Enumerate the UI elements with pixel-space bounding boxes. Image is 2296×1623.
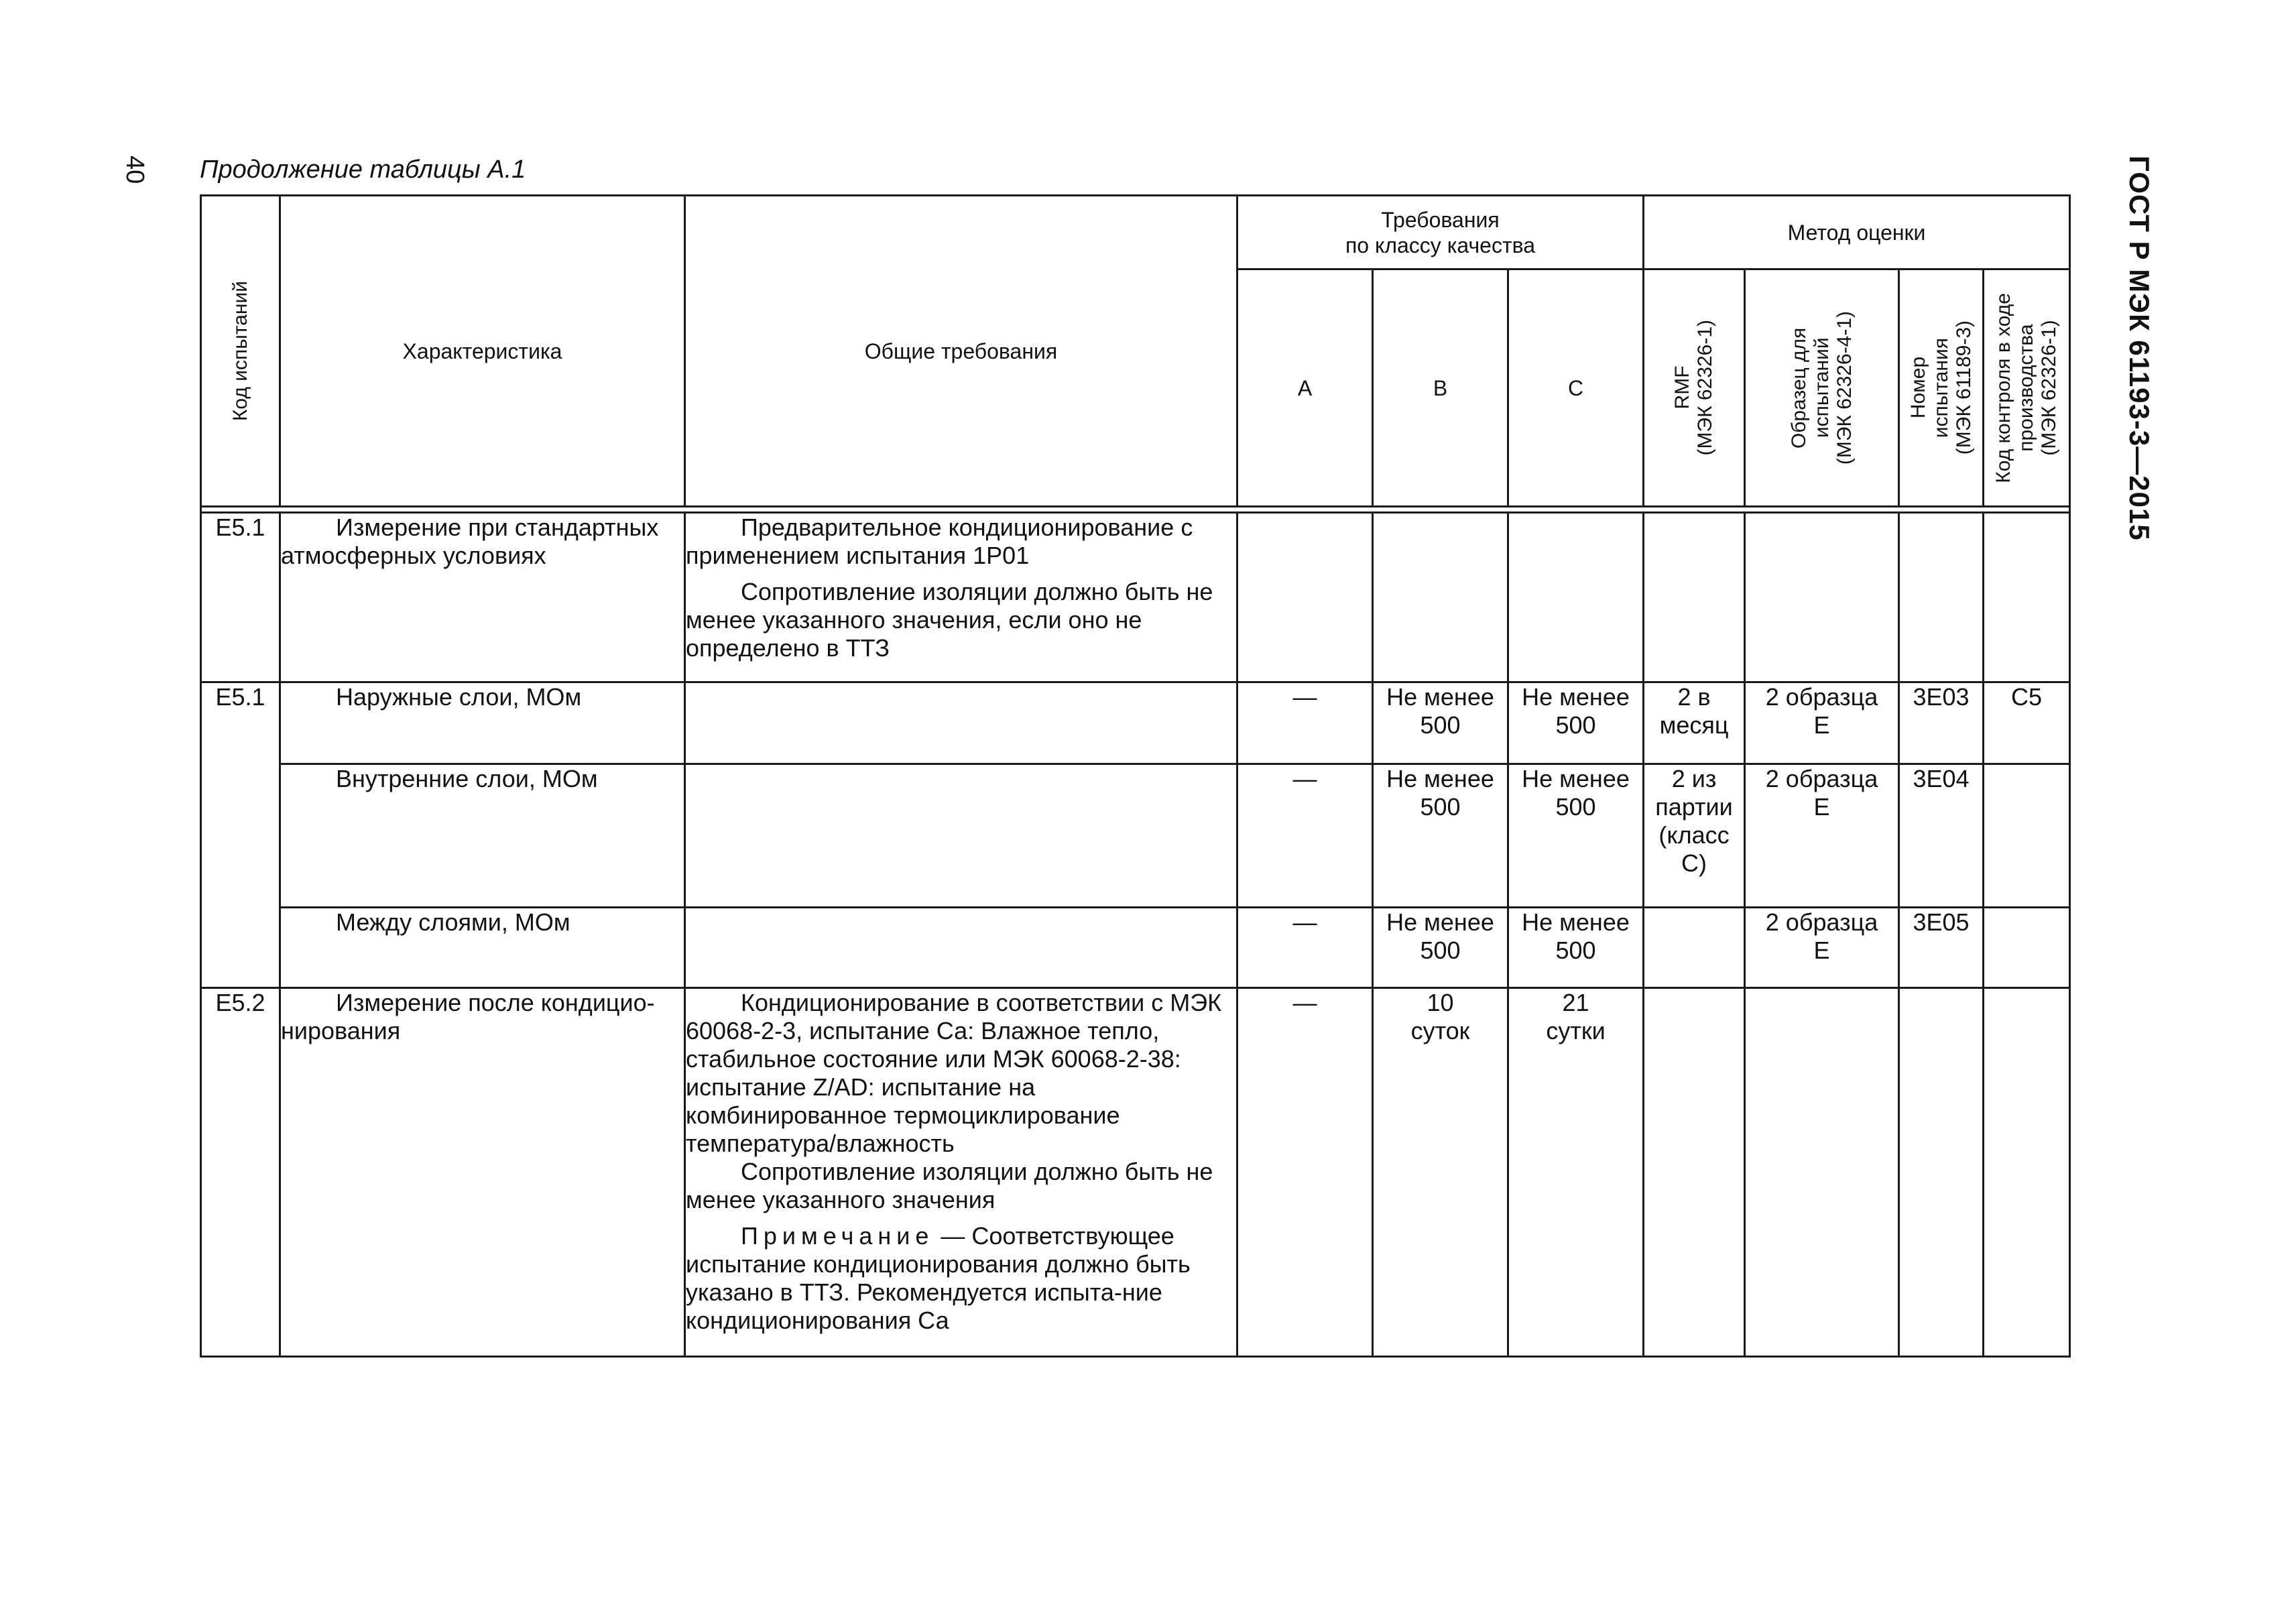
- header-quality-requirements: Требования по классу качества: [1237, 196, 1644, 269]
- note: Примечание — Соответствующее испытание кондиционирования должно быть указано в ТТЗ. Рекомендуется испыта-ние кондиционирования Са: [686, 1222, 1191, 1334]
- test-number: 3Е04: [1899, 764, 1984, 908]
- class-c-value: Не менее 500: [1508, 764, 1644, 908]
- header-rmf: RMF (МЭК 62326-1): [1644, 269, 1745, 507]
- class-a-value: —: [1237, 682, 1373, 764]
- sample-value: 2 образца Е: [1745, 682, 1899, 764]
- test-number: 3Е05: [1899, 908, 1984, 988]
- class-a-value: —: [1237, 764, 1373, 908]
- table-row: [201, 988, 2070, 1357]
- requirements-table: [200, 194, 2071, 1358]
- sample-value: 2 образца Е: [1745, 764, 1899, 908]
- characteristic: Между слоями, МОм: [280, 908, 685, 988]
- class-a-value: —: [1237, 908, 1373, 988]
- page-number: 40: [121, 156, 149, 184]
- class-c-value: 21 сутки: [1508, 988, 1644, 1357]
- characteristic: Измерение после кондицио- нирования: [280, 988, 685, 1357]
- header-class-b: В: [1373, 269, 1508, 507]
- class-a-value: —: [1237, 988, 1373, 1357]
- characteristic: Измерение при стандартных атмосферных условиях: [280, 513, 685, 682]
- general-requirements: Предварительное кондиционирование с применением испытания 1Р01 Сопротивление изоляции должно быть не менее указанного значения, если оно не определено в ТТЗ: [685, 513, 1237, 682]
- table-row: [201, 908, 2070, 988]
- class-b-value: Не менее 500: [1373, 908, 1508, 988]
- table-row: [201, 513, 2070, 682]
- table-caption: Продолжение таблицы А.1: [200, 156, 526, 184]
- header-class-c: С: [1508, 269, 1644, 507]
- class-c-value: Не менее 500: [1508, 682, 1644, 764]
- header-process-code: Код контроля в ходе производства (МЭК 62326-1): [1984, 269, 2070, 507]
- class-b-value: Не менее 500: [1373, 682, 1508, 764]
- header-characteristic: Характеристика: [280, 196, 685, 507]
- characteristic: Внутренние слои, МОм: [280, 764, 685, 908]
- class-c-value: Не менее 500: [1508, 908, 1644, 988]
- header-test-number: Номер испытания (МЭК 61189-3): [1899, 269, 1984, 507]
- test-code: Е5.1: [201, 513, 280, 682]
- process-code: С5: [1984, 682, 2070, 764]
- test-number: 3Е03: [1899, 682, 1984, 764]
- general-requirements: Кондиционирование в соответствии с МЭК 60068-2-3, испытание Са: Влажное тепло, стабильное состояние или МЭК 60068-2-38: испытание Z/AD: испытание на комбинированное термоциклирование температура/влажность Сопротивление изоляции должно быть не менее указанного значения Примечание — Соответствующее испытание кондиционирования должно быть указано в ТТЗ. Рекомендуется испыта-ние кондиционирования Са: [685, 988, 1237, 1357]
- header-sample: Образец для испытаний (МЭК 62326-4-1): [1745, 269, 1899, 507]
- header-evaluation-method: Метод оценки: [1644, 196, 2070, 269]
- rmf-value: 2 в месяц: [1644, 682, 1745, 764]
- class-b-value: 10 суток: [1373, 988, 1508, 1357]
- header-class-a: А: [1237, 269, 1373, 507]
- test-code: Е5.1: [201, 682, 280, 988]
- sample-value: 2 образца Е: [1745, 908, 1899, 988]
- header-general-requirements: Общие требования: [685, 196, 1237, 507]
- class-b-value: Не менее 500: [1373, 764, 1508, 908]
- table-row: [201, 682, 2070, 764]
- header-code: Код испытаний: [201, 196, 280, 507]
- rmf-value: 2 из партии (класс С): [1644, 764, 1745, 908]
- table-row: [201, 764, 2070, 908]
- characteristic: Наружные слои, МОм: [280, 682, 685, 764]
- test-code: Е5.2: [201, 988, 280, 1357]
- document-id: ГОСТ Р МЭК 61193-3—2015: [2124, 156, 2155, 541]
